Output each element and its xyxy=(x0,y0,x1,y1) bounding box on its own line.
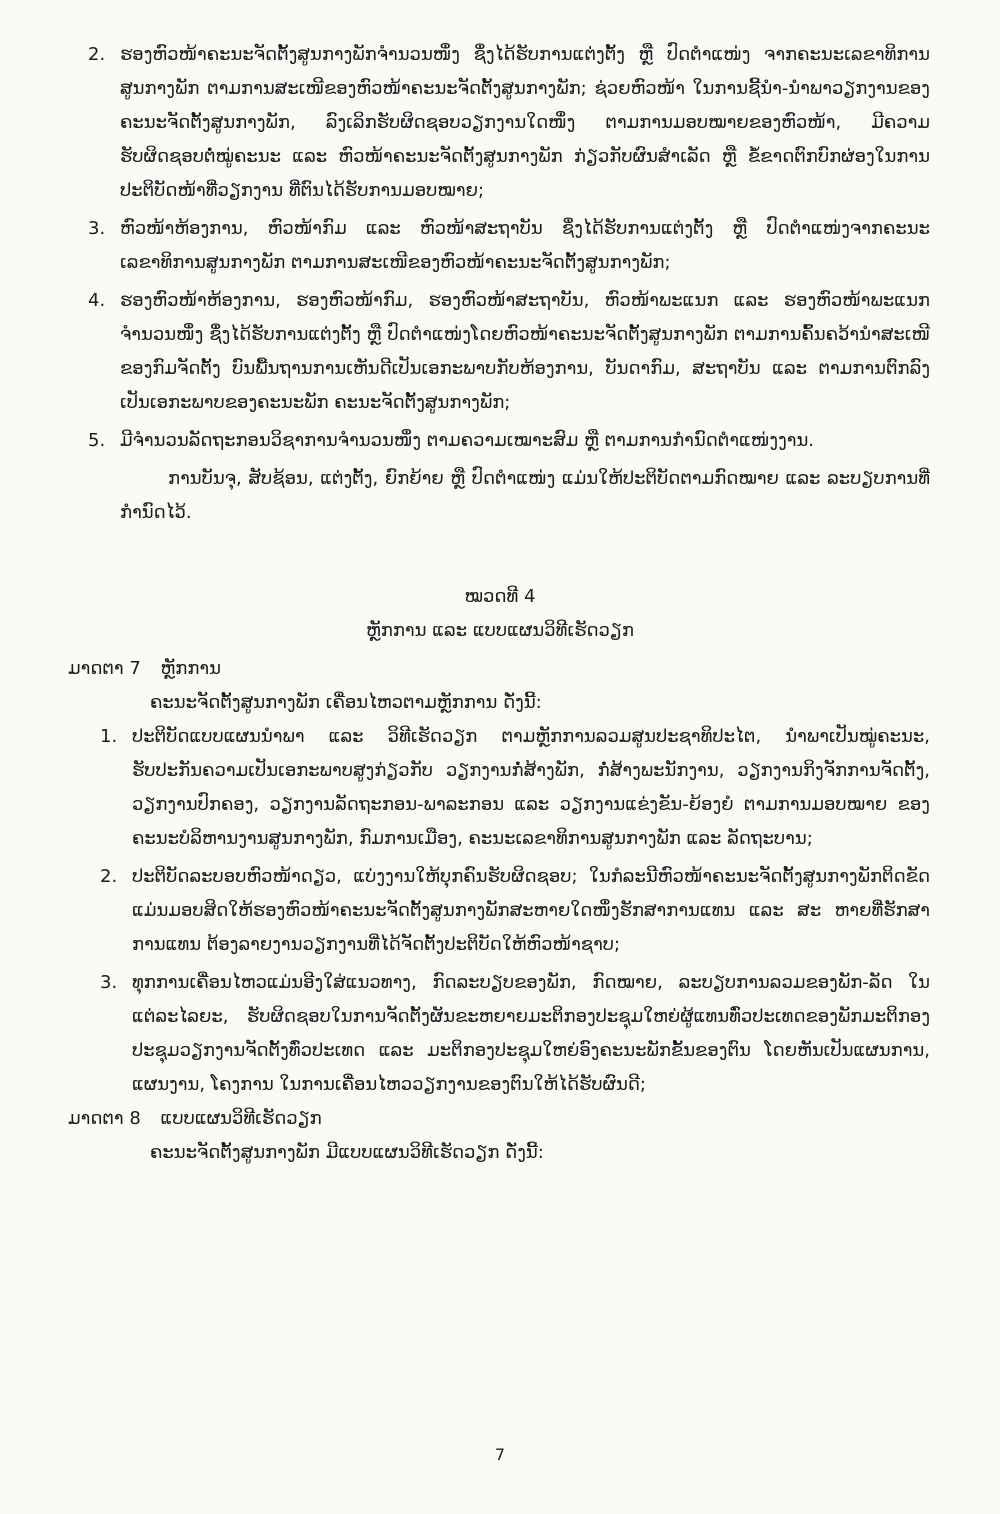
item-text: ຮອງຫົວໜ້າຫ້ອງການ, ຮອງຫົວໜ້າກົມ, ຮອງຫົວໜ້າສະຖາບັນ, ຫົວໜ້າພະແນກ ແລະ ຮອງຫົວໜ້າພະແນກ ຈຳນວນໜຶ່ງ ຊຶ່ງໄດ້ຮັບການແຕ່ງຕັ້ງ ຫຼື ປົດຕຳແໜ່ງໂດຍຫົວໜ້າຄະນະຈັດຕັ້ງສູນກາງພັກ ຕາມການຄົ້ນຄວ້ານຳສະເໜີ ຂອງກົມຈັດຕັ້ງ ບົນພື້ນຖານການເຫັນດີເປັນເອກະພາບກັບຫ້ອງການ, ບັນດາກົມ, ສະຖາບັນ ແລະ ຕາມການຕົກລົງເປັນເອກະພາບຂອງຄະນະພັກ ຄະນະຈັດຕັ້ງສູນກາງພັກ; xyxy=(120,290,930,413)
page-number: 7 xyxy=(494,1445,506,1464)
list-item xyxy=(88,424,930,458)
article-8-intro: ຄະນະຈັດຕັ້ງສູນກາງພັກ ມີແບບແຜນວິທີເຮັດວຽກ ດັ່ງນີ້: xyxy=(150,1142,544,1163)
article-number: ມາດຕາ 7 xyxy=(68,658,141,679)
item-text: ຮອງຫົວໜ້າຄະນະຈັດຕັ້ງສູນກາງພັກຈຳນວນໜຶ່ງ ຊຶ່ງໄດ້ຮັບການແຕ່ງຕັ້ງ ຫຼື ປົດຕຳແໜ່ງ ຈາກຄະນະເລຂາທິການສູນກາງພັກ ຕາມການສະເໜີຂອງຫົວໜ້າຄະນະຈັດຕັ້ງສູນກາງພັກ; ຊ່ວຍຫົວໜ້າ ໃນການຊີ້ນຳ-ນຳພາວຽກງານຂອງຄະນະຈັດຕັ້ງສູນກາງພັກ, ລົງເລິກຮັບຜິດຊອບວຽກງານໃດໜຶ່ງ ຕາມການມອບໝາຍຂອງຫົວໜ້າ, ມີຄວາມຮັບຜິດຊອບຕໍ່ໝູ່ຄະນະ ແລະ ຫົວໜ້າຄະນະຈັດຕັ້ງສູນກາງພັກ ກ່ຽວກັບຜົນສຳເລັດ ຫຼື ຂໍ້ຂາດຕົກບົກຜ່ອງໃນການປະຕິບັດໜ້າທີ່ວຽກງານ ທີ່ຕົນໄດ້ຮັບການມອບໝາຍ; xyxy=(120,44,930,201)
list-item xyxy=(100,720,930,856)
item-text: ປະຕິບັດແບບແຜນນຳພາ ແລະ ວິທີເຮັດວຽກ ຕາມຫຼັກການລວມສູນປະຊາທິປະໄຕ, ນຳພາເປັນໝູ່ຄະນະ, ຮັບປະກັນຄວາມເປັນເອກະພາບສູງກ່ຽວກັບ ວຽກງານກໍ່ສ້າງພັກ, ກໍ່ສ້າງພະນັກງານ, ວຽກງານກິງຈັກການຈັດຕັ້ງ, ວຽກງານປົກຄອງ, ວຽກງານລັດຖະກອນ-ພາລະກອນ ແລະ ວຽກງານແຂ່ງຂັນ-ຍ້ອງຍໍ ຕາມການມອບໝາຍ ຂອງຄະນະບໍລິຫານງານສູນກາງພັກ, ກົມການເມືອງ, ຄະນະເລຂາທິການສູນກາງພັກ ແລະ ລັດຖະບານ; xyxy=(132,726,930,849)
list-item xyxy=(88,38,930,208)
section-a-list xyxy=(0,38,1000,458)
item-number: 4. xyxy=(88,290,106,311)
article-7-intro: ຄະນະຈັດຕັ້ງສູນກາງພັກ ເຄື່ອນໄຫວຕາມຫຼັກການ ດັ່ງນີ້: xyxy=(150,692,542,713)
list-item xyxy=(100,860,930,962)
closing-paragraph: ການບັນຈຸ, ສັບຊ້ອນ, ແຕ່ງຕັ້ງ, ຍົກຍ້າຍ ຫຼື ປົດຕຳແໜ່ງ ແມ່ນໃຫ້ປະຕິບັດຕາມກົດໝາຍ ແລະ ລະບຽບການທີ່ກຳນົດໄວ້. xyxy=(120,468,930,523)
item-number: 5. xyxy=(88,430,106,451)
article-8-heading xyxy=(68,1102,1000,1136)
item-text: ທຸກການເຄື່ອນໄຫວແມ່ນອີງໃສ່ແນວທາງ, ກົດລະບຽບຂອງພັກ, ກົດໝາຍ, ລະບຽບການລວມຂອງພັກ-ລັດ ໃນແຕ່ລະໄລຍະ, ຮັບຜິດຊອບໃນການຈັດຕັ້ງຜັນຂະຫຍາຍມະຕິກອງປະຊຸມໃຫຍ່ຜູ້ແທນທົ່ວປະເທດຂອງພັກມະຕິກອງປະຊຸມວຽກງານຈັດຕັ້ງທົ່ວປະເທດ ແລະ ມະຕິກອງປະຊຸມໃຫຍ່ອົງຄະນະພັກຂັ້ນຂອງຕົນ ໂດຍຫັນເປັນແຜນການ, ແຜນງານ, ໂຄງການ ໃນການເຄື່ອນໄຫວວຽກງານຂອງຕົນໃຫ້ໄດ້ຮັບຜົນດີ; xyxy=(132,972,930,1095)
list-item xyxy=(100,966,930,1102)
item-text: ມີຈຳນວນລັດຖະກອນວິຊາການຈຳນວນໜຶ່ງ ຕາມຄວາມເໝາະສົມ ຫຼື ຕາມການກຳນົດຕຳແໜ່ງງານ. xyxy=(120,430,815,451)
item-number: 2. xyxy=(100,866,118,887)
list-item xyxy=(88,212,930,280)
item-number: 2. xyxy=(88,44,106,65)
article-title: ຫຼັກການ xyxy=(160,658,221,679)
article-number: ມາດຕາ 8 xyxy=(68,1108,141,1129)
item-text: ປະຕິບັດລະບອບຫົວໜ້າດຽວ, ແບ່ງງານໃຫ້ບຸກຄົນຮັບຜິດຊອບ; ໃນກໍລະນີຫົວໜ້າຄະນະຈັດຕັ້ງສູນກາງພັກຕິດຂັດ ແມ່ນມອບສິດໃຫ້ຮອງຫົວໜ້າຄະນະຈັດຕັ້ງສູນກາງພັກສະຫາຍໃດໜຶ່ງຮັກສາການແທນ ແລະ ສະ ຫາຍທີ່ຮັກສາການແທນ ຕ້ອງລາຍງານວຽກງານທີ່ໄດ້ຈັດຕັ້ງປະຕິບັດໃຫ້ຫົວໜ້າຊາບ; xyxy=(132,866,930,955)
item-number: 1. xyxy=(100,726,118,747)
item-number: 3. xyxy=(88,218,106,239)
item-text: ຫົວໜ້າຫ້ອງການ, ຫົວໜ້າກົມ ແລະ ຫົວໜ້າສະຖາບັນ ຊຶ່ງໄດ້ຮັບການແຕ່ງຕັ້ງ ຫຼື ປົດຕຳແໜ່ງຈາກຄະນະເລຂາທິການສູນກາງພັກ ຕາມການສະເໜີຂອງຫົວໜ້າຄະນະຈັດຕັ້ງສູນກາງພັກ; xyxy=(120,218,930,273)
item-number: 3. xyxy=(100,972,118,993)
article-title: ແບບແຜນວິທີເຮັດວຽກ xyxy=(160,1108,322,1129)
article-7-heading xyxy=(68,652,1000,686)
article-7-list xyxy=(0,720,1000,1102)
chapter-subtitle: ຫຼັກການ ແລະ ແບບແຜນວິທີເຮັດວຽກ xyxy=(366,620,634,641)
chapter-title: ໝວດທີ 4 xyxy=(464,586,536,607)
list-item xyxy=(88,284,930,420)
